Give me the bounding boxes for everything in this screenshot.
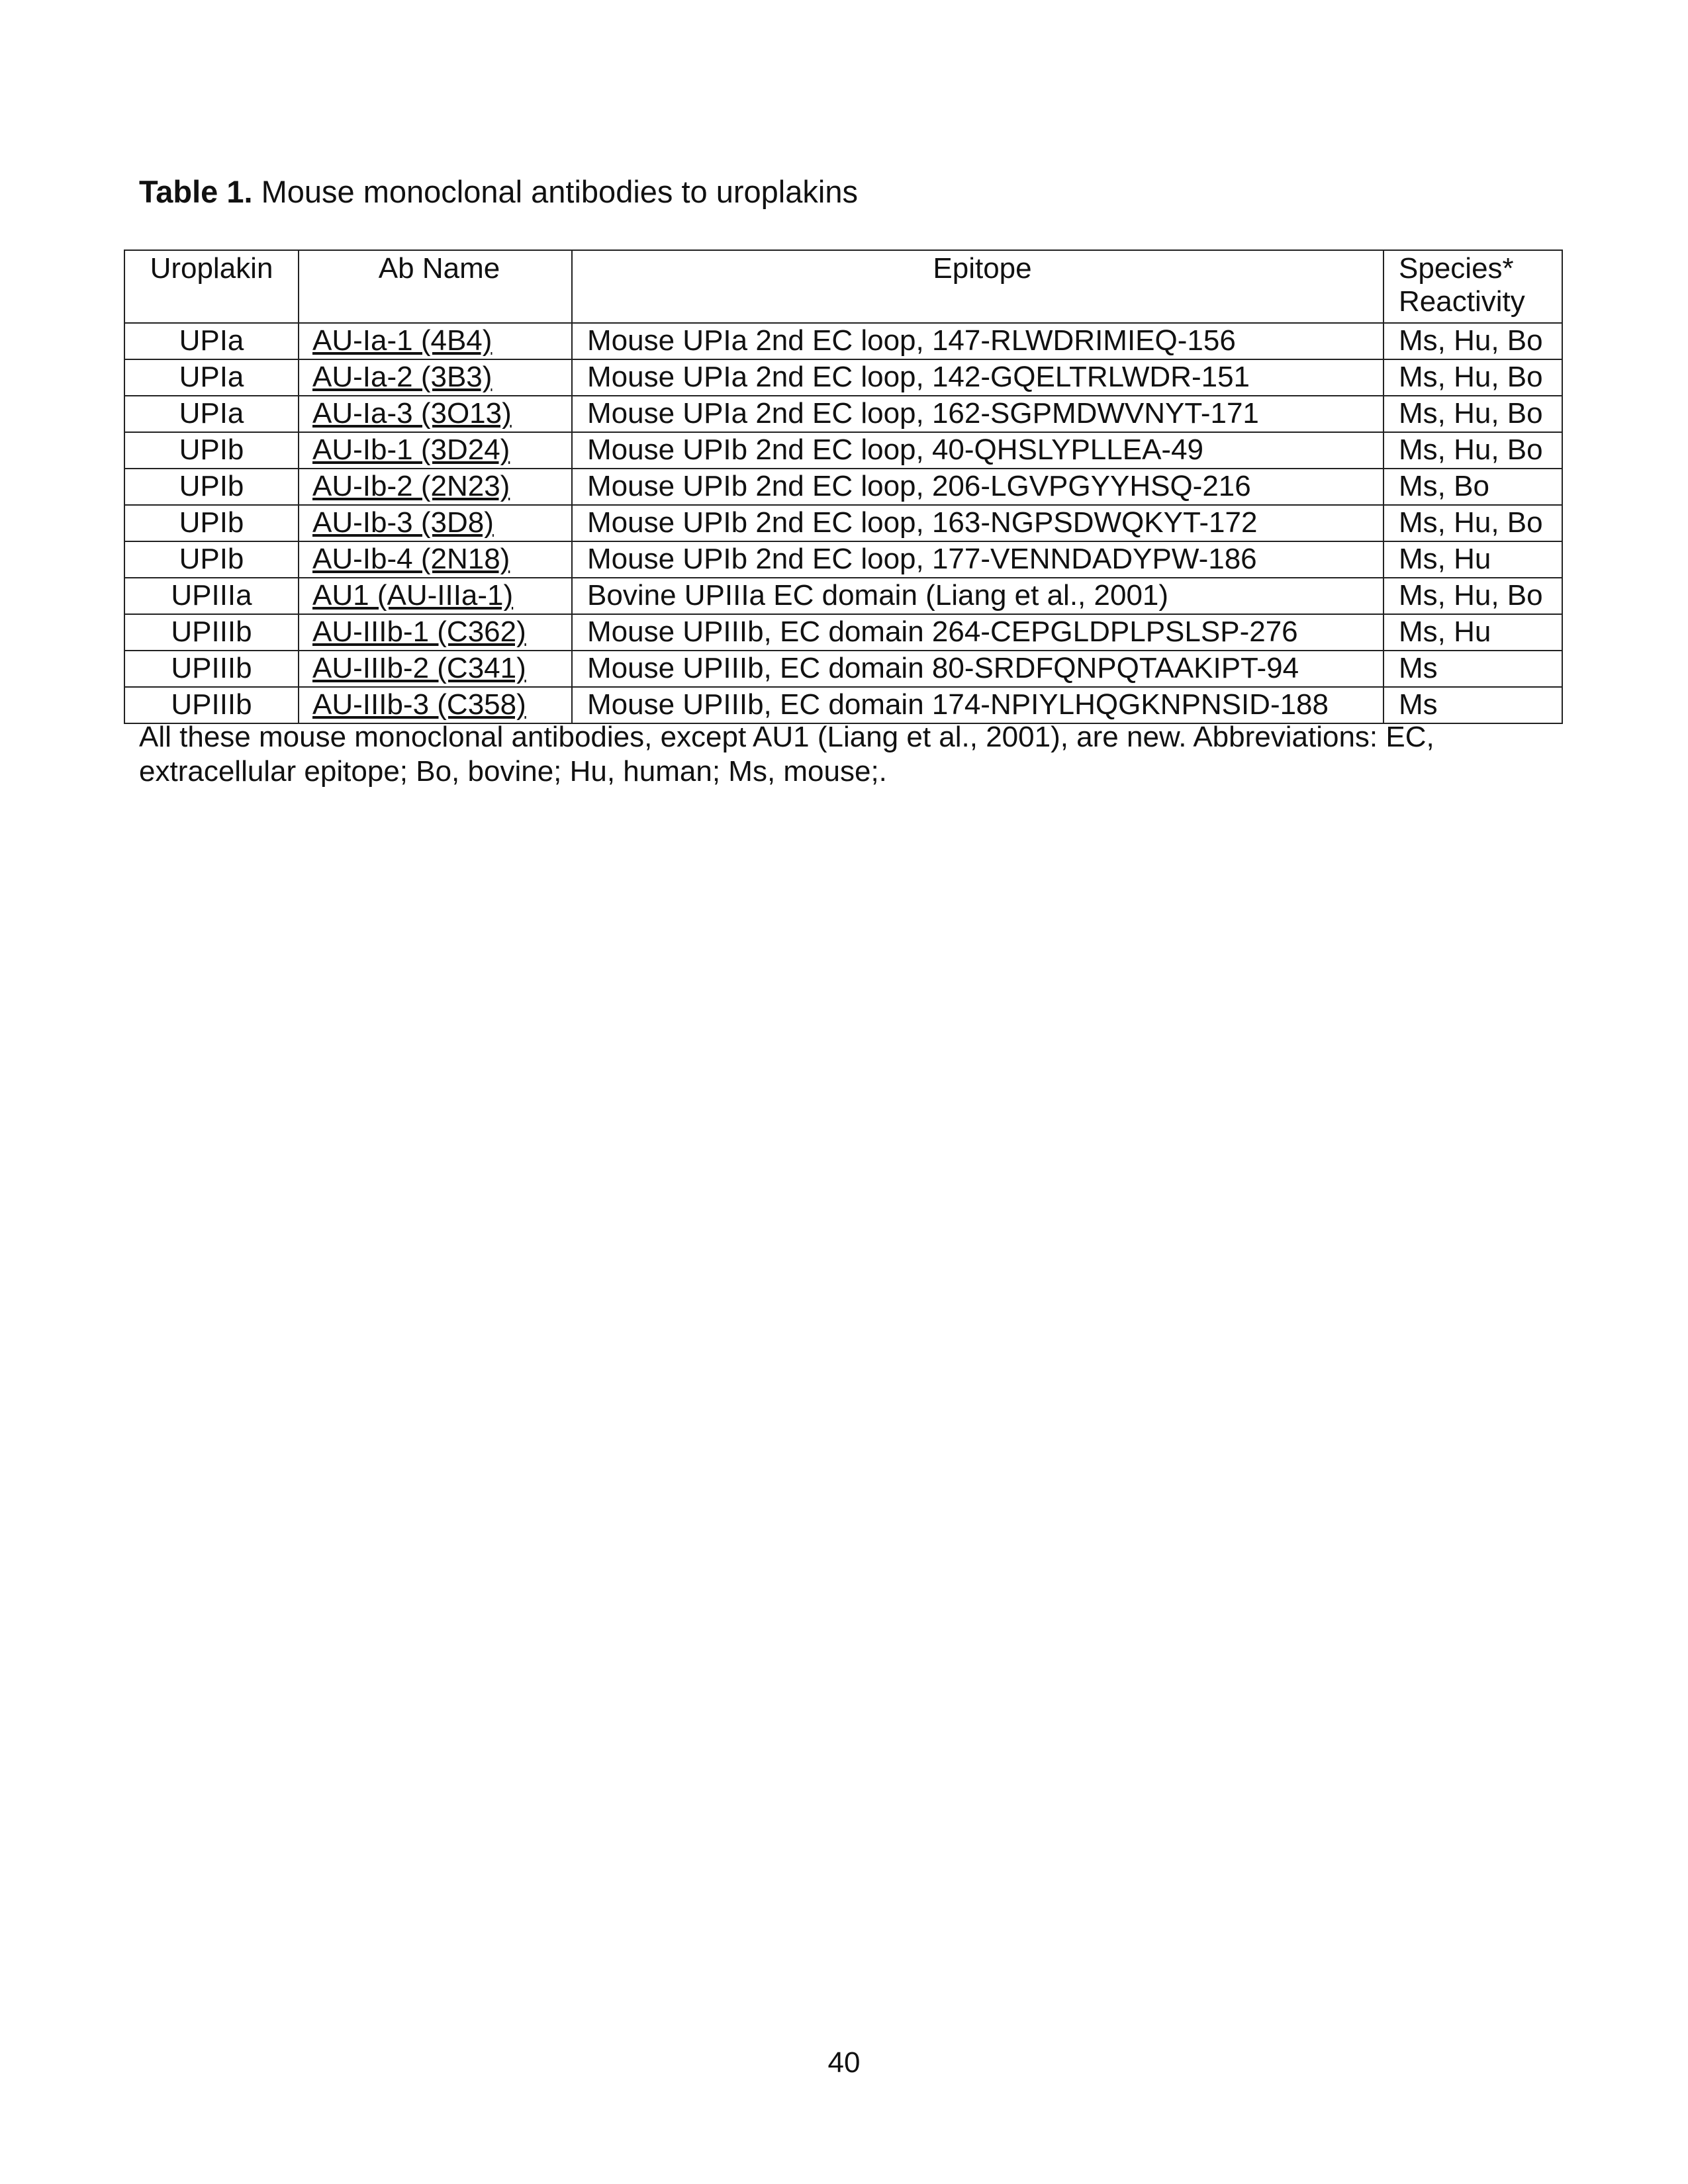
cell-uroplakin-text: UPIb — [179, 543, 244, 575]
table-row — [124, 614, 1562, 651]
table-row — [124, 651, 1562, 687]
cell-epitope — [572, 432, 1383, 469]
cell-species-reactivity — [1383, 432, 1562, 469]
cell-uroplakin-text: UPIb — [179, 433, 244, 466]
cell-uroplakin — [124, 396, 299, 432]
table-row — [124, 323, 1562, 359]
ab-name-link[interactable]: AU-IIIb-1 (C362) — [312, 615, 526, 648]
cell-species-reactivity-text: Ms — [1399, 652, 1438, 684]
cell-uroplakin — [124, 432, 299, 469]
cell-species-reactivity-text: Ms, Hu — [1399, 543, 1491, 575]
cell-species-reactivity-text: Ms, Hu, Bo — [1399, 506, 1543, 539]
cell-epitope-text: Mouse UPIa 2nd EC loop, 142-GQELTRLWDR-151 — [587, 361, 1250, 393]
cell-uroplakin-text: UPIa — [179, 397, 244, 430]
cell-ab-name — [299, 505, 572, 541]
cell-ab-name — [299, 396, 572, 432]
table-row — [124, 359, 1562, 396]
table-row — [124, 578, 1562, 614]
cell-epitope-text: Mouse UPIb 2nd EC loop, 206-LGVPGYYHSQ-216 — [587, 470, 1251, 502]
cell-epitope-text: Mouse UPIIIb, EC domain 80-SRDFQNPQTAAKIPT-94 — [587, 652, 1299, 684]
cell-uroplakin — [124, 359, 299, 396]
table-footnote: All these mouse monoclonal antibodies, except AU1 (Liang et al., 2001), are new. Abbreviations: EC, extracellular epitope; Bo, bovine; Hu, human; Ms, mouse;. — [139, 721, 1434, 788]
cell-epitope-text: Bovine UPIIIa EC domain (Liang et al., 2001) — [587, 579, 1169, 612]
cell-species-reactivity-text: Ms, Bo — [1399, 470, 1489, 502]
cell-ab-name — [299, 614, 572, 651]
header-ab-name: Ab Name — [299, 250, 572, 323]
ab-name-link[interactable]: AU1 (AU-IIIa-1) — [312, 579, 514, 612]
cell-epitope-text: Mouse UPIa 2nd EC loop, 162-SGPMDWVNYT-171 — [587, 397, 1259, 430]
cell-uroplakin-text: UPIa — [179, 361, 244, 393]
table-caption — [139, 173, 858, 210]
cell-uroplakin-text: UPIb — [179, 470, 244, 502]
cell-epitope — [572, 578, 1383, 614]
table-row — [124, 432, 1562, 469]
header-species-reactivity — [1383, 250, 1562, 323]
page-number: 40 — [827, 2046, 861, 2079]
uroplakin-antibody-table — [124, 250, 1563, 724]
cell-epitope-text: Mouse UPIb 2nd EC loop, 177-VENNDADYPW-186 — [587, 543, 1257, 575]
ab-name-link[interactable]: AU-Ia-2 (3B3) — [312, 361, 492, 393]
cell-uroplakin-text: UPIIIa — [171, 579, 252, 612]
cell-species-reactivity-text: Ms, Hu, Bo — [1399, 324, 1543, 357]
cell-species-reactivity-text: Ms, Hu, Bo — [1399, 397, 1543, 430]
cell-ab-name — [299, 541, 572, 578]
cell-epitope — [572, 541, 1383, 578]
cell-epitope-text: Mouse UPIIIb, EC domain 264-CEPGLDPLPSLSP-276 — [587, 615, 1298, 648]
cell-uroplakin — [124, 505, 299, 541]
cell-species-reactivity-text: Ms, Hu, Bo — [1399, 579, 1543, 612]
cell-uroplakin — [124, 687, 299, 723]
ab-name-link[interactable]: AU-Ia-1 (4B4) — [312, 324, 492, 357]
cell-uroplakin — [124, 469, 299, 505]
cell-species-reactivity — [1383, 541, 1562, 578]
header-uroplakin: Uroplakin — [124, 250, 299, 323]
table-row — [124, 505, 1562, 541]
cell-uroplakin-text: UPIa — [179, 324, 244, 357]
cell-epitope — [572, 396, 1383, 432]
cell-uroplakin — [124, 614, 299, 651]
cell-uroplakin-text: UPIIIb — [171, 652, 252, 684]
cell-ab-name — [299, 323, 572, 359]
cell-uroplakin — [124, 323, 299, 359]
header-epitope: Epitope — [572, 250, 1383, 323]
cell-ab-name — [299, 432, 572, 469]
ab-name-link[interactable]: AU-Ib-4 (2N18) — [312, 543, 510, 575]
cell-uroplakin-text: UPIIIb — [171, 688, 252, 721]
ab-name-link[interactable]: AU-Ia-3 (3O13) — [312, 397, 512, 430]
cell-uroplakin — [124, 651, 299, 687]
cell-epitope — [572, 614, 1383, 651]
header-species-line2: Reactivity — [1399, 285, 1525, 318]
cell-uroplakin — [124, 541, 299, 578]
cell-ab-name — [299, 469, 572, 505]
cell-uroplakin-text: UPIb — [179, 506, 244, 539]
cell-species-reactivity — [1383, 359, 1562, 396]
header-species-line1: Species* — [1399, 252, 1514, 285]
cell-ab-name — [299, 578, 572, 614]
cell-epitope-text: Mouse UPIb 2nd EC loop, 163-NGPSDWQKYT-172 — [587, 506, 1258, 539]
cell-species-reactivity — [1383, 505, 1562, 541]
cell-species-reactivity-text: Ms — [1399, 688, 1438, 721]
cell-species-reactivity — [1383, 578, 1562, 614]
cell-epitope — [572, 651, 1383, 687]
ab-name-link[interactable]: AU-Ib-2 (2N23) — [312, 470, 510, 502]
cell-epitope-text: Mouse UPIIIb, EC domain 174-NPIYLHQGKNPNSID-188 — [587, 688, 1329, 721]
cell-species-reactivity-text: Ms, Hu — [1399, 615, 1491, 648]
table-caption-label: Table 1. — [139, 174, 253, 209]
cell-species-reactivity — [1383, 469, 1562, 505]
cell-epitope-text: Mouse UPIa 2nd EC loop, 147-RLWDRIMIEQ-156 — [587, 324, 1236, 357]
ab-name-link[interactable]: AU-IIIb-2 (C341) — [312, 652, 526, 684]
ab-name-link[interactable]: AU-IIIb-3 (C358) — [312, 688, 526, 721]
cell-epitope — [572, 359, 1383, 396]
cell-epitope — [572, 687, 1383, 723]
cell-ab-name — [299, 687, 572, 723]
table-row — [124, 469, 1562, 505]
cell-species-reactivity — [1383, 651, 1562, 687]
cell-ab-name — [299, 359, 572, 396]
ab-name-link[interactable]: AU-Ib-3 (3D8) — [312, 506, 494, 539]
table-caption-text: Mouse monoclonal antibodies to uroplakins — [252, 174, 858, 209]
cell-ab-name — [299, 651, 572, 687]
cell-species-reactivity — [1383, 396, 1562, 432]
table-header-row — [124, 250, 1562, 323]
cell-species-reactivity — [1383, 323, 1562, 359]
table-row — [124, 396, 1562, 432]
cell-epitope — [572, 505, 1383, 541]
cell-species-reactivity-text: Ms, Hu, Bo — [1399, 361, 1543, 393]
cell-species-reactivity-text: Ms, Hu, Bo — [1399, 433, 1543, 466]
cell-species-reactivity — [1383, 687, 1562, 723]
cell-epitope — [572, 469, 1383, 505]
table-row — [124, 541, 1562, 578]
cell-epitope-text: Mouse UPIb 2nd EC loop, 40-QHSLYPLLEA-49 — [587, 433, 1204, 466]
cell-uroplakin-text: UPIIIb — [171, 615, 252, 648]
table-body — [124, 323, 1562, 723]
table-row — [124, 687, 1562, 723]
cell-epitope — [572, 323, 1383, 359]
cell-uroplakin — [124, 578, 299, 614]
cell-species-reactivity — [1383, 614, 1562, 651]
ab-name-link[interactable]: AU-Ib-1 (3D24) — [312, 433, 510, 466]
